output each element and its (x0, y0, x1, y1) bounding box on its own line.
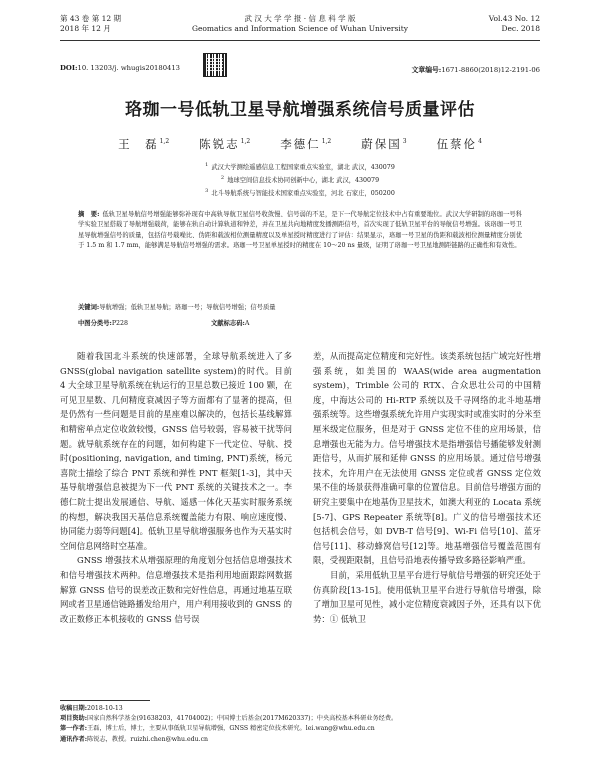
author: 陈锐志$^{1,2}$ (199, 137, 251, 151)
article-number (412, 64, 540, 74)
footnote: 第一作者:王磊，博士后，博士，主要从事低轨卫星导航增强，GNSS 精密定位技术研究。lei.wang@whu.edu.cn (60, 725, 375, 733)
header-rule (60, 40, 540, 41)
clc-number: 中图分类号:P228 (78, 320, 129, 327)
body-column-left (60, 349, 292, 626)
author: 李德仁$^{1,2}$ (280, 137, 332, 151)
keywords-text: 导航增强；低轨卫星导航；珞珈一号；导航信号增强；信号质量 (99, 304, 276, 311)
author: 王 磊$^{1,2}$ (118, 137, 170, 151)
body-paragraph: GNSS 增强技术从增强原理的角度划分包括信息增强技术和信号增强技术两种。信息增强技术是指利用地面跟踪网数据解算 GNSS 信号的误差改正数和完好性信息，再通过地基互联网或者卫星通信链路播发给用户，用户利用接收到的 GNSS 的改正数修正本机接收的 GNSS 信号误 (60, 555, 292, 624)
author-list (0, 136, 600, 152)
issue-date: 2018 年 12 月 (60, 24, 111, 33)
affiliation: $^1$ 武汉大学测绘遥感信息工程国家重点实验室，湖北 武汉，430079 (205, 162, 395, 172)
journal-name-en: Geomatics and Information Science of Wuhan University (191, 24, 409, 33)
volume-issue: 第 43 卷 第 12 期 (60, 14, 122, 23)
footnote: 项目资助:国家自然科学基金(91638203，41704002)；中国博士后基金(2017M620337)；中央高校基本科研业务经费。 (60, 715, 398, 723)
doi-value[interactable]: 10. 13203/j. whugis20180413 (77, 64, 181, 72)
body-column-right (313, 349, 541, 626)
author: 蔚保国$^3$ (361, 137, 407, 151)
volume-issue-en: Vol.43 No. 12 (488, 14, 540, 23)
abstract-label: 摘 要: (78, 211, 100, 218)
running-header-right (489, 14, 540, 34)
article-number-value: 1671-8860(2018)12-2191-06 (441, 66, 540, 74)
footnote: 收稿日期:2018-10-13 (60, 705, 123, 712)
document-code: 文献标志码:A (211, 320, 250, 327)
journal-name-cn: 武 汉 大 学 学 报 · 信 息 科 学 版 (244, 14, 356, 23)
qr-code-icon[interactable] (203, 53, 227, 77)
affiliation: $^2$ 地球空间信息技术协同创新中心，湖北 武汉，430079 (220, 175, 380, 185)
abstract-text: 低轨卫星导航信号增强能够弥补现有中高轨导航卫星信号收敛慢、信号弱的不足，是下一代导航定位技术中占有重要地位。武汉大学研制的珞珈一号科学实验卫星搭载了导航增强载荷，能够在轨自动计算轨道和钟差，并在卫星共向地精度发播测距信号，首次实现了低轨卫星平台的导航信号增强。该珞珈一号卫星导航增强信号的质量，包括信号载噪比、伪距和载波相位测量精度以及单星授时精度进行了评估：结果显示，珞珈一号卫星的伪距和载波相位测量精度分别优于 1.5 m 和 1.7 mm，能够满足导航信号增强的需求。珞珈一号卫星单星授时的精度在 10～20 ns 量级，证明了珞珈一号卫星地测距链路的正确性和有效性。 (78, 211, 523, 250)
article-number-label: 文章编号: (411, 66, 442, 74)
body-paragraph: 差，从而提高定位精度和完好性。该类系统包括广域完好性增强系统，如美国的 WAAS(wide area augmentation system)，Trimble 公司的 RTX、合众思壮公司的中国精度，中海达公司的 Hi-RTP 系统以及千寻网络的北斗地基增强系统等。这些增强系统允许用户实现实时或准实时的分米至厘米级定位服务，但是对于 GNSS 定位不佳的应用场景，信息增强也无能为力。信号增强技术是指增强信号播能够发射测距信号，从而扩展和延伸 GNSS 的应用场景。通过信号增强技术，允许用户在无法使用 GNSS 定位或者 GNSS 定位效果不佳的场景获得准确可靠的位置信息。目前信号增强方面的研究主要集中在地基伪卫星技术，如澳大利亚的 Locata 系统[5-7]、GPS Repeater 系统等[8]。广义的信号增强技术还包括机会信号，如 DVB-T 信号[9]、Wi-Fi 信号[10]、蓝牙信号[11]、移动蜂窝信号[12]等。地基增强信号覆盖范围有限，受视距限制，且信号沿地表传播导致多路径影响严重。 (313, 351, 541, 566)
keywords (78, 303, 522, 313)
footnote: 通讯作者:陈锐志，教授。ruizhi.chen@whu.edu.cn (60, 735, 209, 743)
affiliation: $^3$ 北斗导航系统与智能技术国家重点实验室，河北 石家庄，050200 (205, 188, 395, 198)
keywords-label: 关键词: (78, 304, 100, 311)
abstract (78, 210, 522, 252)
doi-label: DOI: (60, 64, 78, 72)
body-paragraph: 随着我国北斗系统的快速部署，全球导航系统进入了多 GNSS(global navigation satellite system)的时代。目前 4 大全球卫星导航系统在轨运行的卫星总数已接近 100 颗，在可见卫星数、几何精度衰减因子等方面都有了显著的提高，但是仍然有一些问题是目前的星座难以解决的，包括长基线解算和精密单点定位收敛较慢，GNSS 信号较弱，容易被干扰等问题。就导航系统存在的问题，如何构建下一代定位、导航、授时(positioning, navigation, and timing, PNT)系统，杨元喜院士描绘了综合 PNT 系统和弹性 PNT 框架[1-3]，其中天基导航增强信息被提为下一代 PNT 系统的关键技术之一。李德仁院士提出发展通信、导航、遥感一体化天基实时服务系统的构想，解决我国天基信息系统覆盖能力有限、响应速度慢、协同能力弱等问题[4]。低轨卫星导航增强服务也作为天基实时空间信息网络时空基准。 (60, 351, 292, 551)
doi (60, 64, 180, 72)
footnotes (60, 704, 540, 745)
issue-date-en: Dec. 2018 (501, 24, 540, 33)
body-paragraph: 目前，采用低轨卫星平台进行导航信号增强的研究还处于仿真阶段[13-15]。使用低轨卫星平台进行导航信号增强，除了增加卫星可见性，减小定位精度衰减因子外，还具有以下优势：① 低轨卫 (313, 569, 541, 624)
author: 伍蔡伦$^4$ (436, 137, 482, 151)
footnote-rule (60, 700, 150, 701)
affiliation-list (0, 160, 600, 199)
paper-title: 珞珈一号低轨卫星导航增强系统信号质量评估 (125, 100, 475, 120)
